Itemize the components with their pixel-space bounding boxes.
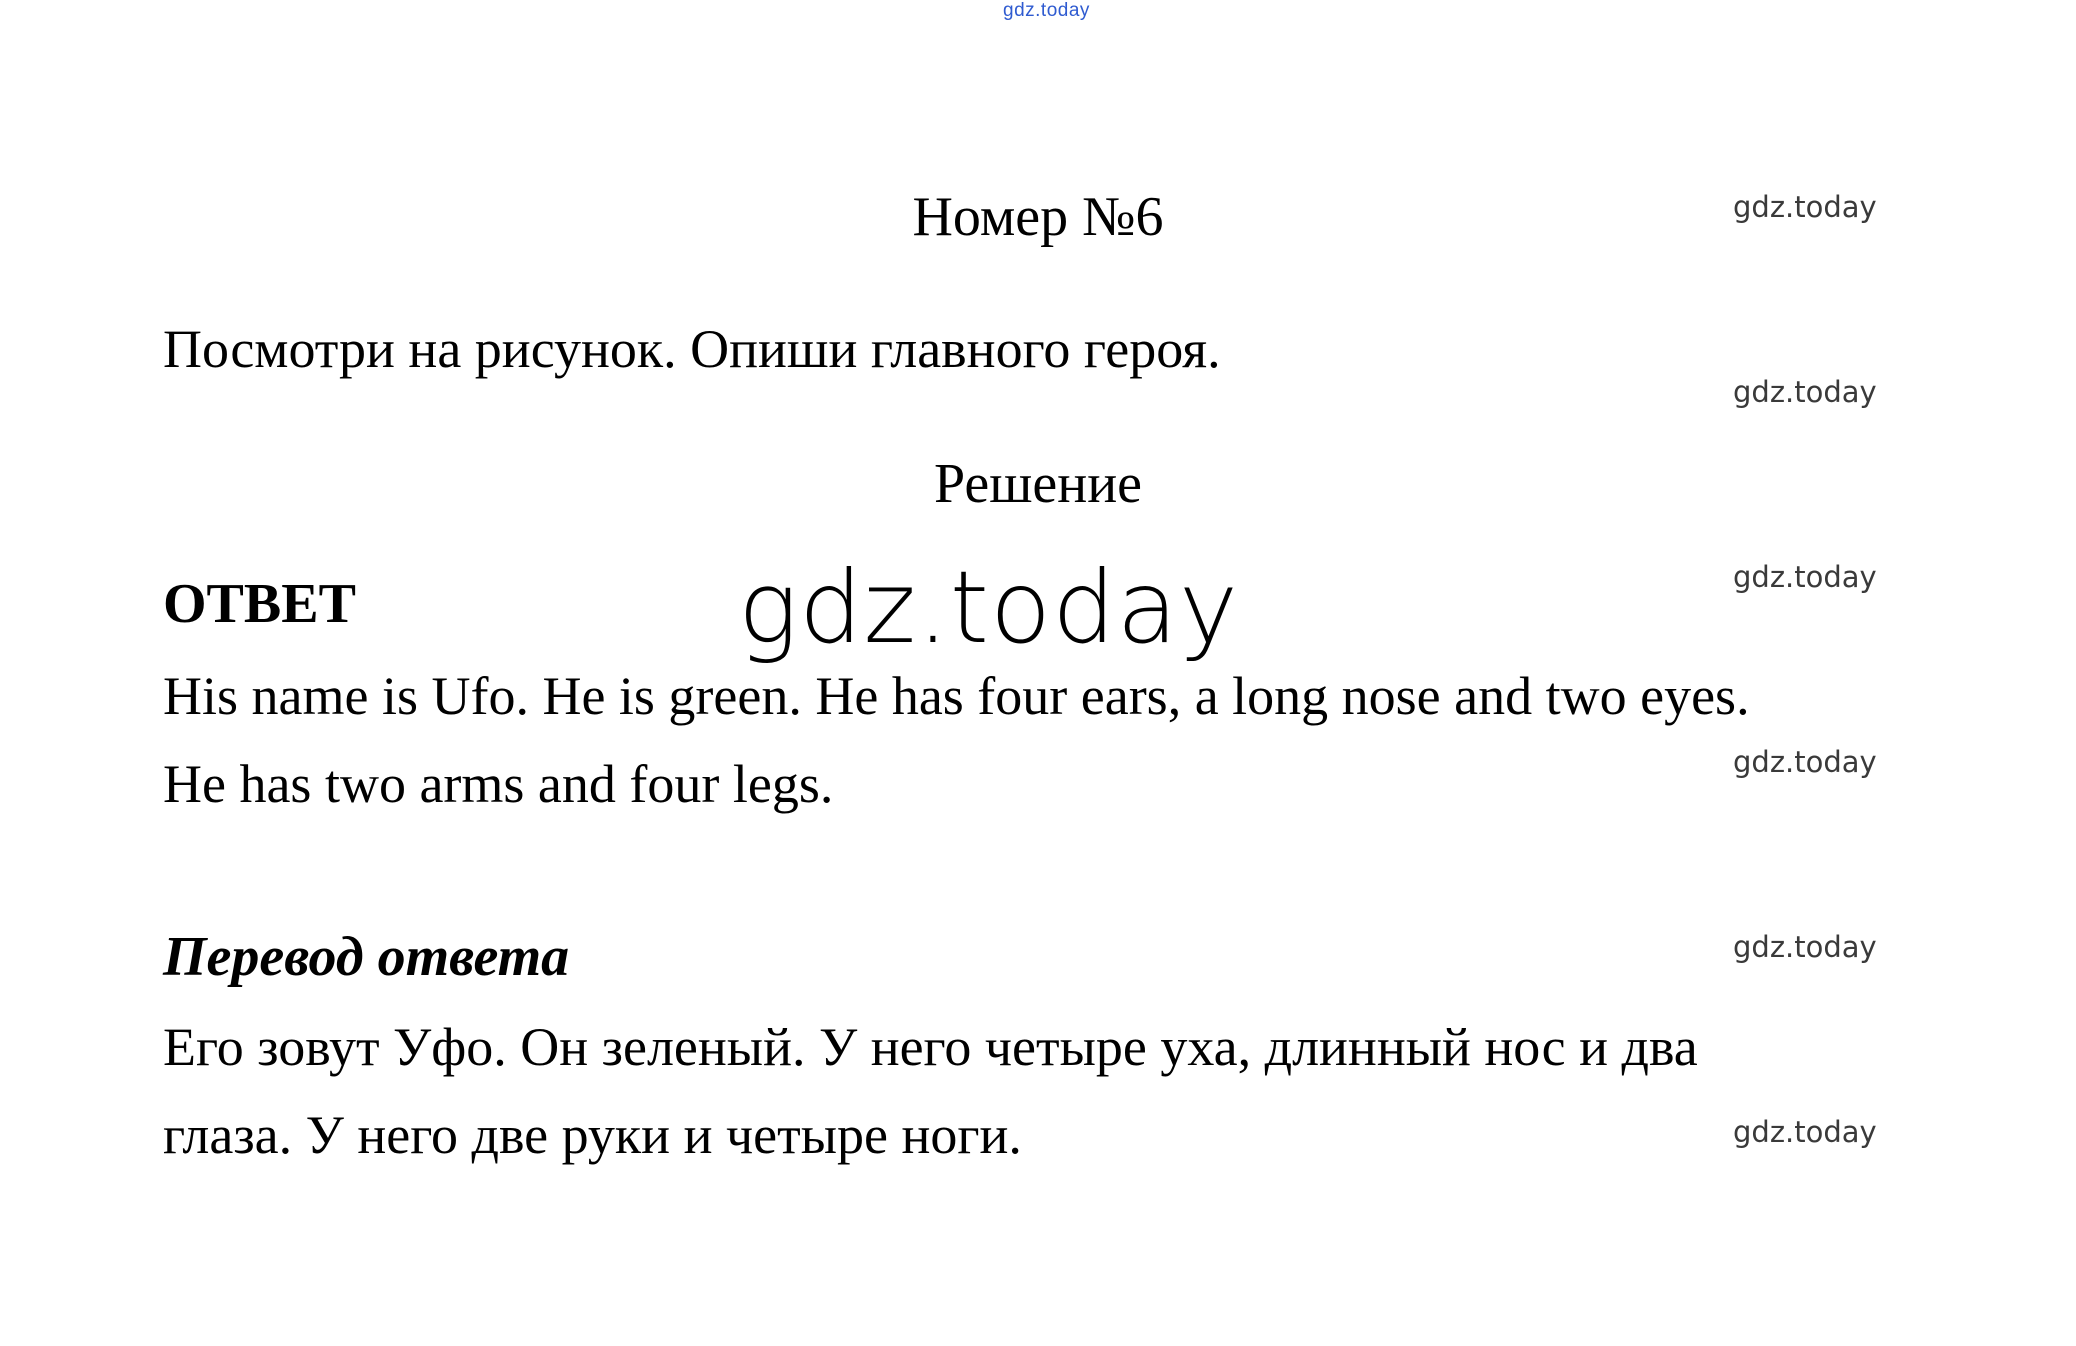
answer-heading: ОТВЕТ xyxy=(163,573,356,635)
answer-line: His name is Ufo. He is green. He has four ears, a long nose and two eyes. xyxy=(163,666,1750,726)
side-watermark: gdz.today xyxy=(1733,745,1877,779)
side-watermark: gdz.today xyxy=(1733,1115,1877,1149)
translation-line: Его зовут Уфо. Он зеленый. У него четыре уха, длинный нос и два xyxy=(163,1017,1698,1077)
side-watermark: gdz.today xyxy=(1733,190,1877,224)
answer-line: He has two arms and four legs. xyxy=(163,754,834,814)
task-text: Посмотри на рисунок. Опиши главного героя. xyxy=(163,319,1221,379)
side-watermark: gdz.today xyxy=(1733,560,1877,594)
center-watermark: gdz.today xyxy=(738,549,1240,666)
page-title: Номер №6 xyxy=(912,186,1164,248)
translation-text xyxy=(163,1003,1698,1179)
translation-line: глаза. У него две руки и четыре ноги. xyxy=(163,1105,1022,1165)
side-watermark: gdz.today xyxy=(1733,375,1877,409)
translation-heading: Перевод ответа xyxy=(163,926,570,988)
solution-heading: Решение xyxy=(933,453,1143,515)
answer-text xyxy=(163,652,1750,828)
side-watermark: gdz.today xyxy=(1733,930,1877,964)
top-watermark: gdz.today xyxy=(1003,0,1090,21)
